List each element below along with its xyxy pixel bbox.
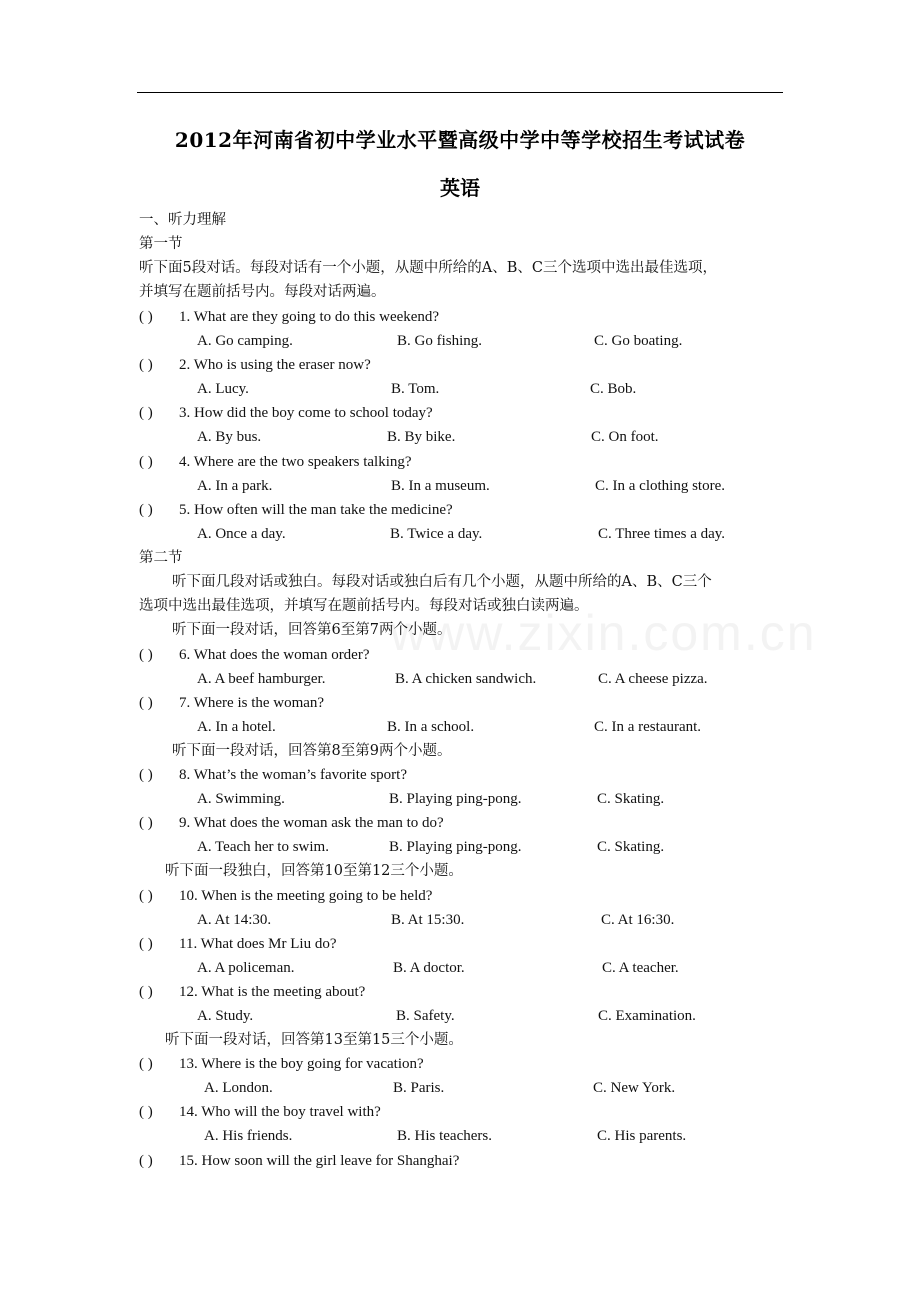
question-5: 5. How often will the man take the medicine? bbox=[179, 502, 453, 518]
question-13: 13. Where is the boy going for vacation? bbox=[179, 1056, 424, 1072]
q9-option-b: B. Playing ping-pong. bbox=[389, 839, 522, 855]
q12-option-c: C. Examination. bbox=[598, 1008, 696, 1024]
question-10: 10. When is the meeting going to be held? bbox=[179, 888, 433, 904]
question-12: 12. What is the meeting about? bbox=[179, 984, 366, 1000]
q5-option-a: A. Once a day. bbox=[197, 526, 286, 542]
header-rule bbox=[137, 92, 783, 93]
q12-option-b: B. Safety. bbox=[396, 1008, 455, 1024]
q9-option-c: C. Skating. bbox=[597, 839, 665, 855]
q4-option-a: A. In a park. bbox=[197, 478, 273, 494]
section1-label: 第一节 bbox=[139, 236, 183, 252]
q6-option-c: C. A cheese pizza. bbox=[598, 671, 708, 687]
q2-option-b: B. Tom. bbox=[391, 381, 440, 397]
q3-option-b: B. By bike. bbox=[387, 429, 456, 445]
q7-option-c: C. In a restaurant. bbox=[594, 719, 702, 735]
section1-instructions-1: 听下面5段对话。每段对话有一个小题，从题中所给的A、B、C三个选项中选出最佳选项， bbox=[139, 260, 717, 276]
question-1: 1. What are they going to do this weekend? bbox=[179, 309, 440, 325]
answer-blank: ( ) bbox=[139, 502, 153, 518]
q8-option-a: A. Swimming. bbox=[197, 791, 285, 807]
answer-blank: ( ) bbox=[139, 888, 153, 904]
part-heading: 一、听力理解 bbox=[139, 212, 226, 228]
question-8: 8. What’s the woman’s favorite sport? bbox=[179, 767, 408, 783]
q14-option-b: B. His teachers. bbox=[397, 1128, 492, 1144]
q8-option-c: C. Skating. bbox=[597, 791, 665, 807]
q14-option-a: A. His friends. bbox=[204, 1128, 293, 1144]
q14-option-c: C. His parents. bbox=[597, 1128, 687, 1144]
q12-option-a: A. Study. bbox=[197, 1008, 254, 1024]
note-q6-7: 听下面一段对话，回答第6至第7两个小题。 bbox=[172, 622, 452, 638]
question-3: 3. How did the boy come to school today? bbox=[179, 405, 433, 421]
q10-option-a: A. At 14:30. bbox=[197, 912, 272, 928]
q13-option-a: A. London. bbox=[204, 1080, 273, 1096]
question-7: 7. Where is the woman? bbox=[179, 695, 325, 711]
answer-blank: ( ) bbox=[139, 454, 153, 470]
section2-instructions-1: 听下面几段对话或独白。每段对话或独白后有几个小题，从题中所给的A、B、C三个 bbox=[172, 574, 712, 590]
q11-option-a: A. A policeman. bbox=[197, 960, 295, 976]
q2-option-a: A. Lucy. bbox=[197, 381, 249, 397]
q11-option-c: C. A teacher. bbox=[602, 960, 679, 976]
q3-option-a: A. By bus. bbox=[197, 429, 262, 445]
q10-option-c: C. At 16:30. bbox=[601, 912, 675, 928]
question-9: 9. What does the woman ask the man to do? bbox=[179, 815, 444, 831]
answer-blank: ( ) bbox=[139, 1056, 153, 1072]
q5-option-b: B. Twice a day. bbox=[390, 526, 483, 542]
q7-option-a: A. In a hotel. bbox=[197, 719, 276, 735]
q6-option-b: B. A chicken sandwich. bbox=[395, 671, 537, 687]
subject-title: 英语 bbox=[440, 176, 480, 200]
question-14: 14. Who will the boy travel with? bbox=[179, 1104, 381, 1120]
answer-blank: ( ) bbox=[139, 647, 153, 663]
q6-option-a: A. A beef hamburger. bbox=[197, 671, 326, 687]
answer-blank: ( ) bbox=[139, 357, 153, 373]
q11-option-b: B. A doctor. bbox=[393, 960, 465, 976]
watermark: www.zixin.com.cn bbox=[390, 605, 817, 661]
q10-option-b: B. At 15:30. bbox=[391, 912, 465, 928]
question-11: 11. What does Mr Liu do? bbox=[179, 936, 337, 952]
exam-title: 2012年河南省初中学业水平暨高级中学中等学校招生考试试卷 bbox=[174, 128, 746, 152]
question-15: 15. How soon will the girl leave for Shanghai? bbox=[179, 1153, 460, 1169]
question-4: 4. Where are the two speakers talking? bbox=[179, 454, 412, 470]
q7-option-b: B. In a school. bbox=[387, 719, 475, 735]
answer-blank: ( ) bbox=[139, 815, 153, 831]
q8-option-b: B. Playing ping-pong. bbox=[389, 791, 522, 807]
q3-option-c: C. On foot. bbox=[591, 429, 659, 445]
answer-blank: ( ) bbox=[139, 405, 153, 421]
answer-blank: ( ) bbox=[139, 984, 153, 1000]
question-6: 6. What does the woman order? bbox=[179, 647, 370, 663]
section2-label: 第二节 bbox=[139, 550, 183, 566]
q4-option-c: C. In a clothing store. bbox=[595, 478, 725, 494]
q1-option-c: C. Go boating. bbox=[594, 333, 683, 349]
q1-option-a: A. Go camping. bbox=[197, 333, 293, 349]
q1-option-b: B. Go fishing. bbox=[397, 333, 483, 349]
answer-blank: ( ) bbox=[139, 936, 153, 952]
q4-option-b: B. In a museum. bbox=[391, 478, 490, 494]
answer-blank: ( ) bbox=[139, 1153, 153, 1169]
question-2: 2. Who is using the eraser now? bbox=[179, 357, 371, 373]
note-q10-12: 听下面一段独白，回答第10至第12三个小题。 bbox=[165, 863, 463, 879]
note-q8-9: 听下面一段对话，回答第8至第9两个小题。 bbox=[172, 743, 452, 759]
answer-blank: ( ) bbox=[139, 695, 153, 711]
section2-instructions-2: 选项中选出最佳选项，并填写在题前括号内。每段对话或独白读两遍。 bbox=[139, 598, 589, 614]
q5-option-c: C. Three times a day. bbox=[598, 526, 726, 542]
q2-option-c: C. Bob. bbox=[590, 381, 637, 397]
answer-blank: ( ) bbox=[139, 309, 153, 325]
note-q13-15: 听下面一段对话，回答第13至第15三个小题。 bbox=[165, 1032, 463, 1048]
section1-instructions-2: 并填写在题前括号内。每段对话两遍。 bbox=[139, 284, 386, 300]
q13-option-c: C. New York. bbox=[593, 1080, 676, 1096]
answer-blank: ( ) bbox=[139, 1104, 153, 1120]
q13-option-b: B. Paris. bbox=[393, 1080, 445, 1096]
answer-blank: ( ) bbox=[139, 767, 153, 783]
q9-option-a: A. Teach her to swim. bbox=[197, 839, 329, 855]
